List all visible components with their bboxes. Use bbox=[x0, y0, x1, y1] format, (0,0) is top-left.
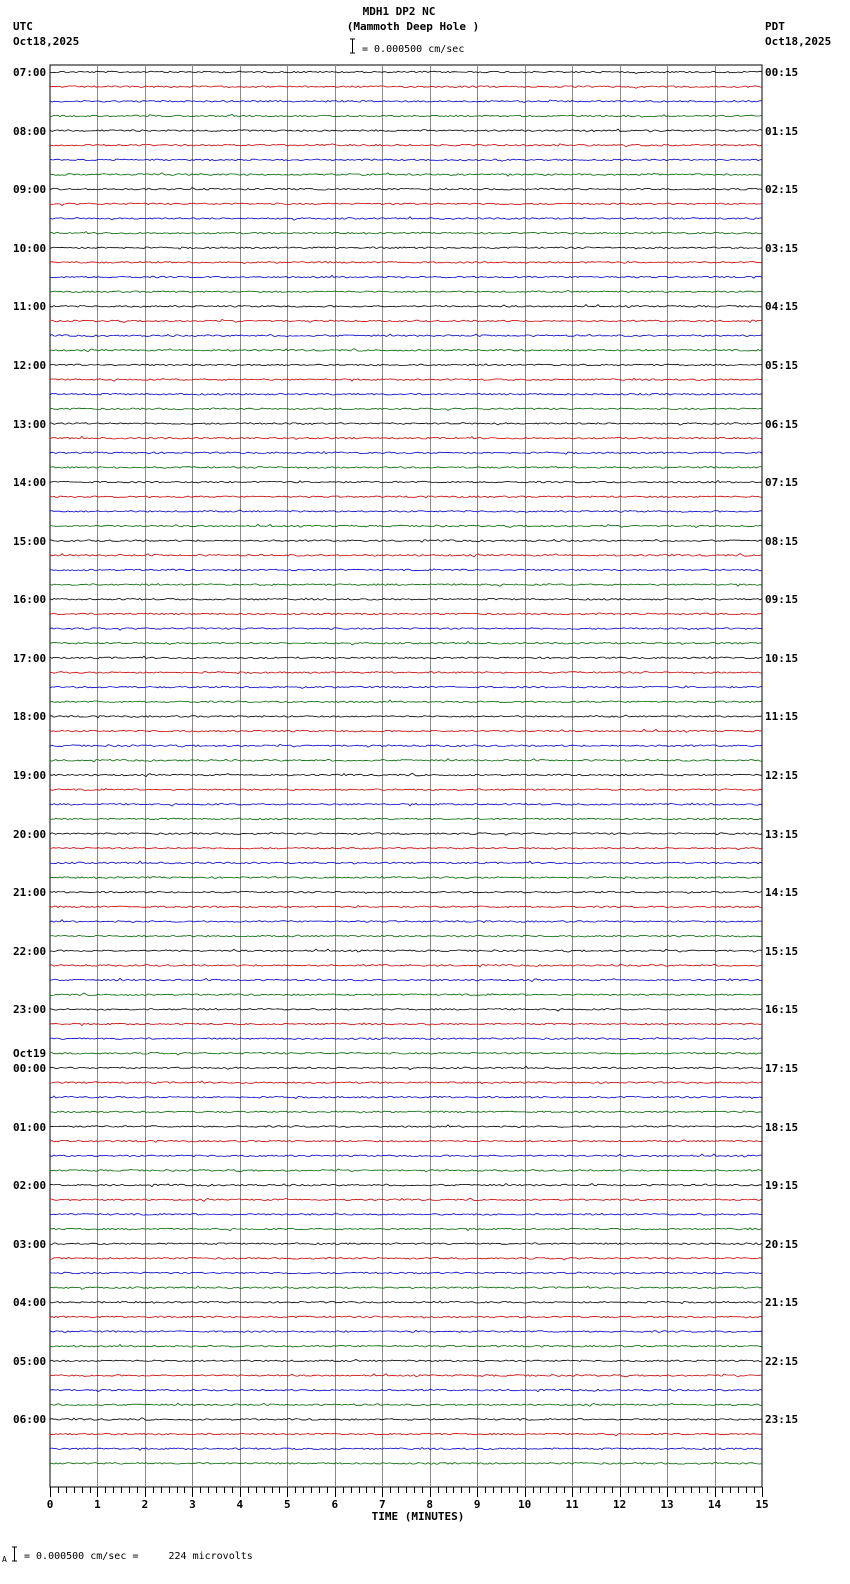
seismic-trace bbox=[50, 1038, 762, 1040]
seismic-trace bbox=[50, 393, 762, 395]
footer-prefix: A bbox=[2, 1555, 7, 1564]
pdt-hour-label: 11:15 bbox=[765, 710, 799, 724]
station-title: MDH1 DP2 NC bbox=[362, 5, 436, 18]
pdt-hour-label: 20:15 bbox=[765, 1237, 799, 1251]
seismic-trace bbox=[50, 1286, 762, 1289]
pdt-hour-label: 09:15 bbox=[765, 593, 799, 607]
seismic-trace bbox=[50, 423, 762, 426]
seismic-trace bbox=[50, 1198, 762, 1201]
seismic-trace bbox=[50, 554, 762, 557]
seismic-trace bbox=[50, 1257, 762, 1260]
seismic-trace bbox=[50, 144, 762, 147]
seismic-trace bbox=[50, 715, 762, 718]
utc-hour-label: 11:00 bbox=[13, 300, 47, 314]
seismic-trace bbox=[50, 628, 762, 630]
x-tick-label: 2 bbox=[141, 1498, 149, 1511]
seismic-trace bbox=[50, 1023, 762, 1026]
seismic-trace bbox=[50, 1228, 762, 1231]
utc-hour-label: 16:00 bbox=[13, 593, 47, 607]
x-tick-label: 0 bbox=[46, 1498, 54, 1511]
seismic-trace bbox=[50, 803, 762, 806]
seismic-trace bbox=[50, 467, 762, 469]
seismic-trace bbox=[50, 378, 762, 381]
seismic-trace bbox=[50, 203, 762, 206]
seismic-trace bbox=[50, 1243, 762, 1245]
pdt-hour-label: 04:15 bbox=[765, 300, 799, 314]
footer-scale-label: = 0.000500 cm/sec = 224 microvolts bbox=[24, 1551, 253, 1562]
seismic-trace bbox=[50, 1125, 762, 1128]
utc-date: Oct18,2025 bbox=[13, 35, 80, 48]
seismic-trace bbox=[50, 1213, 762, 1215]
seismic-trace bbox=[50, 1462, 762, 1464]
seismic-trace bbox=[50, 496, 762, 498]
x-tick-label: 9 bbox=[473, 1498, 481, 1511]
pdt-hour-label: 22:15 bbox=[765, 1354, 799, 1368]
pdt-hour-label: 01:15 bbox=[765, 124, 799, 138]
x-tick-label: 3 bbox=[189, 1498, 196, 1511]
seismic-trace bbox=[50, 1360, 762, 1362]
pdt-hour-label: 03:15 bbox=[765, 241, 799, 255]
x-tick-label: 10 bbox=[518, 1498, 532, 1511]
utc-hour-label: 12:00 bbox=[13, 358, 47, 372]
scale-label: = 0.000500 cm/sec bbox=[362, 44, 465, 55]
seismic-trace bbox=[50, 1272, 762, 1274]
seismic-trace bbox=[50, 1389, 762, 1392]
utc-hour-label: 01:00 bbox=[13, 1120, 47, 1134]
seismic-trace bbox=[50, 861, 762, 864]
pdt-hour-label: 18:15 bbox=[765, 1120, 799, 1134]
seismic-trace bbox=[50, 613, 762, 615]
pdt-hour-label: 17:15 bbox=[765, 1061, 799, 1075]
pdt-hour-label: 08:15 bbox=[765, 534, 799, 548]
seismic-trace bbox=[50, 540, 762, 543]
utc-hour-label: 05:00 bbox=[13, 1354, 47, 1368]
seismic-trace bbox=[50, 232, 762, 235]
utc-hour-label: 23:00 bbox=[13, 1003, 47, 1017]
seismic-trace bbox=[50, 1140, 762, 1143]
seismic-trace bbox=[50, 247, 762, 249]
seismic-trace bbox=[50, 672, 762, 674]
x-tick-label: 15 bbox=[755, 1498, 769, 1511]
seismic-trace bbox=[50, 1111, 762, 1114]
utc-hour-label: 21:00 bbox=[13, 886, 47, 900]
seismic-trace bbox=[50, 920, 762, 923]
seismic-trace bbox=[50, 1316, 762, 1318]
seismic-trace bbox=[50, 1169, 762, 1172]
seismic-trace bbox=[50, 71, 762, 73]
utc-hour-label: 20:00 bbox=[13, 827, 47, 841]
pdt-hour-label: 10:15 bbox=[765, 651, 799, 665]
pdt-hour-label: 00:15 bbox=[765, 66, 799, 79]
seismic-trace bbox=[50, 334, 762, 337]
seismic-trace bbox=[50, 1330, 762, 1332]
seismic-trace bbox=[50, 1403, 762, 1406]
seismic-trace bbox=[50, 1008, 762, 1011]
utc-hour-label: 13:00 bbox=[13, 417, 47, 431]
seismic-trace bbox=[50, 1053, 762, 1056]
seismic-trace bbox=[50, 100, 762, 103]
utc-hour-label: 15:00 bbox=[13, 534, 47, 548]
scale-bar-icon bbox=[349, 38, 356, 54]
x-tick-label: 1 bbox=[94, 1498, 101, 1511]
seismic-trace bbox=[50, 1345, 762, 1348]
seismic-trace bbox=[50, 408, 762, 411]
seismic-trace bbox=[50, 1448, 762, 1451]
x-tick-label: 6 bbox=[331, 1498, 339, 1511]
seismic-trace bbox=[50, 759, 762, 762]
seismic-trace bbox=[50, 1433, 762, 1436]
seismic-trace bbox=[50, 1374, 762, 1377]
seismic-trace bbox=[50, 261, 762, 264]
seismic-trace bbox=[50, 159, 762, 161]
pdt-hour-label: 02:15 bbox=[765, 183, 799, 197]
utc-hour-label: 07:00 bbox=[13, 66, 47, 79]
x-tick-label: 14 bbox=[707, 1498, 722, 1511]
pdt-hour-label: 05:15 bbox=[765, 358, 799, 372]
utc-hour-label: 14:00 bbox=[13, 476, 47, 490]
pdt-hour-label: 19:15 bbox=[765, 1179, 799, 1193]
seismic-trace bbox=[50, 510, 762, 512]
utc-hour-label: 08:00 bbox=[13, 124, 47, 138]
seismic-trace bbox=[50, 436, 762, 439]
pdt-hour-label: 23:15 bbox=[765, 1413, 799, 1427]
seismic-trace bbox=[50, 818, 762, 820]
utc-hour-label: 09:00 bbox=[13, 183, 47, 197]
footer-scale-bar-icon bbox=[11, 1546, 18, 1562]
seismic-trace bbox=[50, 773, 762, 776]
x-tick-label: 4 bbox=[236, 1498, 244, 1511]
seismic-trace bbox=[50, 584, 762, 587]
x-tick-label: 13 bbox=[660, 1498, 674, 1511]
seismic-trace bbox=[50, 935, 762, 937]
seismic-trace bbox=[50, 993, 762, 996]
seismic-trace bbox=[50, 129, 762, 132]
utc-label: UTC bbox=[13, 20, 33, 33]
x-tick-label: 8 bbox=[426, 1498, 434, 1511]
seismic-trace bbox=[50, 1081, 762, 1084]
seismic-trace bbox=[50, 480, 762, 483]
x-tick-label: 12 bbox=[612, 1498, 627, 1511]
seismic-trace bbox=[50, 1154, 762, 1157]
seismic-trace bbox=[50, 320, 762, 323]
pdt-hour-label: 13:15 bbox=[765, 827, 799, 841]
seismic-trace bbox=[50, 1184, 762, 1187]
pdt-date: Oct18,2025 bbox=[765, 35, 832, 48]
seismic-trace bbox=[50, 686, 762, 689]
utc-hour-label: 00:00 bbox=[13, 1061, 47, 1075]
pdt-hour-label: 15:15 bbox=[765, 944, 799, 958]
seismic-trace bbox=[50, 964, 762, 967]
x-tick-label: 7 bbox=[378, 1498, 386, 1511]
seismic-trace bbox=[50, 275, 762, 278]
seismic-trace bbox=[50, 290, 762, 292]
seismic-trace bbox=[50, 700, 762, 703]
seismic-trace bbox=[50, 524, 762, 527]
seismic-trace bbox=[50, 656, 762, 659]
seismic-trace bbox=[50, 1066, 762, 1069]
seismic-trace bbox=[50, 1418, 762, 1421]
seismic-trace bbox=[50, 86, 762, 88]
seismic-trace bbox=[50, 949, 762, 952]
seismic-trace bbox=[50, 452, 762, 455]
utc-hour-label: 10:00 bbox=[13, 241, 47, 255]
x-axis-label: TIME (MINUTES) bbox=[371, 1510, 465, 1523]
seismic-trace bbox=[50, 906, 762, 908]
seismic-trace bbox=[50, 188, 762, 191]
seismic-trace bbox=[50, 789, 762, 791]
date-change-label: Oct19 bbox=[13, 1046, 47, 1060]
seismic-trace bbox=[50, 978, 762, 981]
pdt-hour-label: 21:15 bbox=[765, 1296, 799, 1310]
utc-hour-label: 17:00 bbox=[13, 651, 47, 665]
seismic-trace bbox=[50, 1096, 762, 1099]
utc-hour-label: 22:00 bbox=[13, 944, 47, 958]
utc-hour-label: 03:00 bbox=[13, 1237, 47, 1251]
utc-hour-label: 02:00 bbox=[13, 1179, 47, 1193]
seismic-trace bbox=[50, 598, 762, 600]
pdt-hour-label: 07:15 bbox=[765, 476, 799, 490]
seismic-trace bbox=[50, 833, 762, 836]
pdt-hour-label: 12:15 bbox=[765, 769, 799, 782]
x-tick-label: 5 bbox=[284, 1498, 291, 1511]
utc-hour-label: 04:00 bbox=[13, 1296, 47, 1310]
seismic-trace bbox=[50, 847, 762, 850]
seismic-trace bbox=[50, 217, 762, 221]
seismic-trace bbox=[50, 349, 762, 352]
seismic-trace bbox=[50, 305, 762, 308]
seismic-trace bbox=[50, 569, 762, 571]
seismic-trace bbox=[50, 1301, 762, 1304]
station-location: (Mammoth Deep Hole ) bbox=[346, 20, 480, 33]
pdt-hour-label: 06:15 bbox=[765, 417, 799, 431]
utc-hour-label: 06:00 bbox=[13, 1413, 47, 1427]
pdt-hour-label: 14:15 bbox=[765, 886, 799, 900]
seismic-trace bbox=[50, 364, 762, 366]
x-tick-label: 11 bbox=[565, 1498, 579, 1511]
seismic-trace bbox=[50, 729, 762, 732]
seismic-trace bbox=[50, 114, 762, 117]
seismic-trace bbox=[50, 744, 762, 747]
seismic-trace bbox=[50, 891, 762, 893]
seismic-trace bbox=[50, 641, 762, 645]
seismic-trace bbox=[50, 173, 762, 176]
utc-hour-label: 19:00 bbox=[13, 769, 47, 782]
pdt-hour-label: 16:15 bbox=[765, 1003, 799, 1017]
seismic-trace bbox=[50, 876, 762, 879]
pdt-label: PDT bbox=[765, 20, 785, 33]
utc-hour-label: 18:00 bbox=[13, 710, 47, 724]
